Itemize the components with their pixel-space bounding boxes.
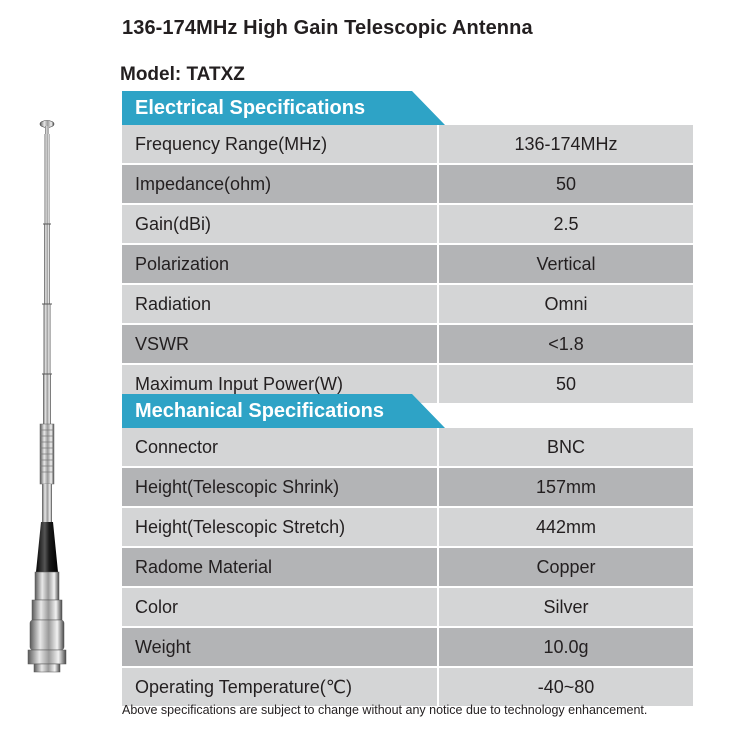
antenna-image xyxy=(10,112,90,692)
table-row xyxy=(122,627,693,667)
spec-label: Height(Telescopic Shrink) xyxy=(122,467,438,507)
table-row xyxy=(122,587,693,627)
spec-value: Silver xyxy=(438,587,693,627)
electrical-spec-table xyxy=(122,125,693,405)
spec-label: Impedance(ohm) xyxy=(122,164,438,204)
model-label: Model: TATXZ xyxy=(120,64,245,85)
spec-value: 157mm xyxy=(438,467,693,507)
mechanical-spec-table xyxy=(122,428,693,708)
table-row xyxy=(122,667,693,707)
table-row xyxy=(122,164,693,204)
spec-label: Frequency Range(MHz) xyxy=(122,125,438,164)
spec-label: Color xyxy=(122,587,438,627)
table-row xyxy=(122,507,693,547)
spec-label: Operating Temperature(℃) xyxy=(122,667,438,707)
spec-label: Radome Material xyxy=(122,547,438,587)
table-row xyxy=(122,284,693,324)
spec-value: 10.0g xyxy=(438,627,693,667)
electrical-header xyxy=(122,91,365,125)
spec-value: <1.8 xyxy=(438,324,693,364)
electrical-header-label: Electrical Specifications xyxy=(135,97,366,119)
table-row xyxy=(122,125,693,164)
spec-value: 442mm xyxy=(438,507,693,547)
spec-label: Gain(dBi) xyxy=(122,204,438,244)
spec-value: 50 xyxy=(438,364,693,404)
spec-value: Vertical xyxy=(438,244,693,284)
spec-label: Radiation xyxy=(122,284,438,324)
spec-label: Maximum Input Power(W) xyxy=(122,364,438,404)
table-row xyxy=(122,547,693,587)
spec-label: Height(Telescopic Stretch) xyxy=(122,507,438,547)
product-title: 136-174MHz High Gain Telescopic Antenna xyxy=(122,17,533,39)
mechanical-header-label: Mechanical Specifications xyxy=(135,400,384,422)
spec-value: 2.5 xyxy=(438,204,693,244)
spec-value: Copper xyxy=(438,547,693,587)
disclaimer-footnote: Above specifications are subject to change without any notice due to technology enhancement. xyxy=(122,703,648,717)
spec-value: 50 xyxy=(438,164,693,204)
spec-label: Weight xyxy=(122,627,438,667)
table-row xyxy=(122,467,693,507)
spec-label: Connector xyxy=(122,428,438,467)
table-row xyxy=(122,204,693,244)
spec-value: 136-174MHz xyxy=(438,125,693,164)
table-row xyxy=(122,428,693,467)
mechanical-header xyxy=(122,394,384,428)
spec-value: -40~80 xyxy=(438,667,693,707)
spec-label: VSWR xyxy=(122,324,438,364)
spec-value: BNC xyxy=(438,428,693,467)
table-row xyxy=(122,324,693,364)
spec-value: Omni xyxy=(438,284,693,324)
spec-label: Polarization xyxy=(122,244,438,284)
table-row xyxy=(122,244,693,284)
